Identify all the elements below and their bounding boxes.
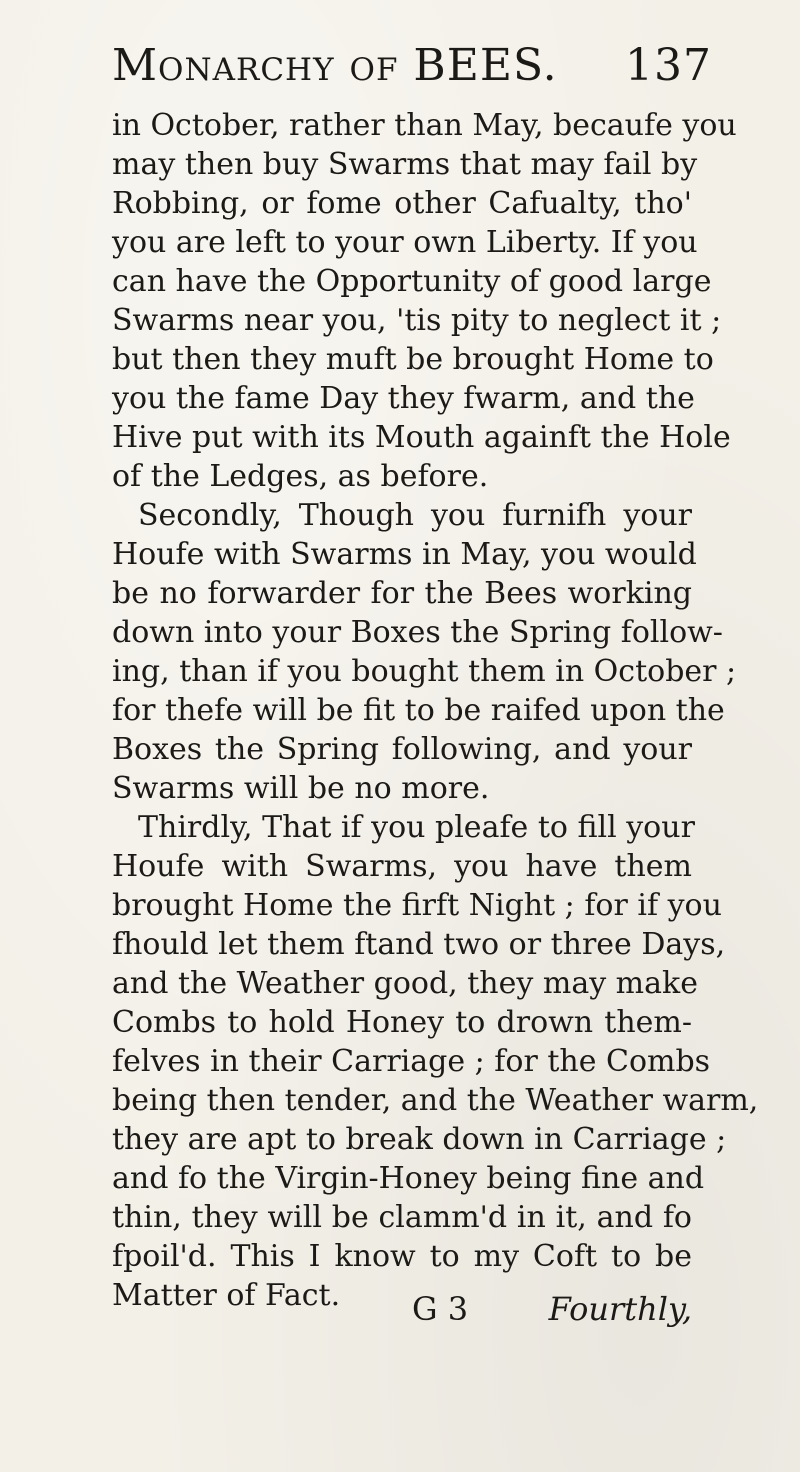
text-line: brought Home the firft Night ; for if you xyxy=(112,888,722,923)
text-line: can have the Opportunity of good large xyxy=(112,264,712,299)
text-line: Hive put with its Mouth againft the Hole xyxy=(112,420,731,455)
text-line: down into your Boxes the Spring follow- xyxy=(112,615,723,650)
text-line: Secondly, Though you furnifh your xyxy=(138,498,692,533)
text-line: Houfe with Swarms in May, you would xyxy=(112,537,697,572)
running-head-title: Monarchy of BEES. xyxy=(112,40,558,91)
text-line: and the Weather good, they may make xyxy=(112,966,698,1001)
text-line: you the fame Day they fwarm, and the xyxy=(112,381,695,416)
text-line: they are apt to break down in Carriage ; xyxy=(112,1122,727,1157)
signature-mark: G 3 xyxy=(412,1290,469,1328)
text-line: for thefe will be fit to be raifed upon the xyxy=(112,693,725,728)
text-line: in October, rather than May, becaufe you xyxy=(112,108,737,143)
text-line: Boxes the Spring following, and your xyxy=(112,732,692,767)
text-line: of the Ledges, as before. xyxy=(112,459,489,494)
text-line: Houfe with Swarms, you have them xyxy=(112,849,692,884)
text-line: and fo the Virgin-Honey being fine and xyxy=(112,1161,705,1196)
text-line: may then buy Swarms that may fail by xyxy=(112,147,698,182)
text-line: you are left to your own Liberty. If you xyxy=(112,225,698,260)
text-line: Swarms near you, 'tis pity to neglect it ; xyxy=(112,303,722,338)
text-line: being then tender, and the Weather warm, xyxy=(112,1083,759,1118)
body-text xyxy=(112,106,759,1315)
text-line: felves in their Carriage ; for the Combs xyxy=(112,1044,711,1079)
text-line: Combs to hold Honey to drown them- xyxy=(112,1005,692,1040)
page-number: 137 xyxy=(625,40,712,91)
text-line: Matter of Fact. xyxy=(112,1278,341,1313)
text-line: ing, than if you bought them in October ; xyxy=(112,654,737,689)
text-line: but then they muft be brought Home to xyxy=(112,342,714,377)
catchword: Fourthly, xyxy=(548,1290,692,1328)
text-line: thin, they will be clamm'd in it, and fo xyxy=(112,1200,692,1235)
page-footer xyxy=(112,1290,692,1334)
text-line: Swarms will be no more. xyxy=(112,771,490,806)
text-line: be no forwarder for the Bees working xyxy=(112,576,692,611)
text-line: fhould let them ftand two or three Days, xyxy=(112,927,726,962)
running-head xyxy=(112,40,712,100)
text-line: Thirdly, That if you pleafe to fill your xyxy=(138,810,695,845)
text-line: Robbing, or fome other Cafualty, tho' xyxy=(112,186,692,221)
text-line: fpoil'd. This I know to my Coft to be xyxy=(112,1239,692,1274)
